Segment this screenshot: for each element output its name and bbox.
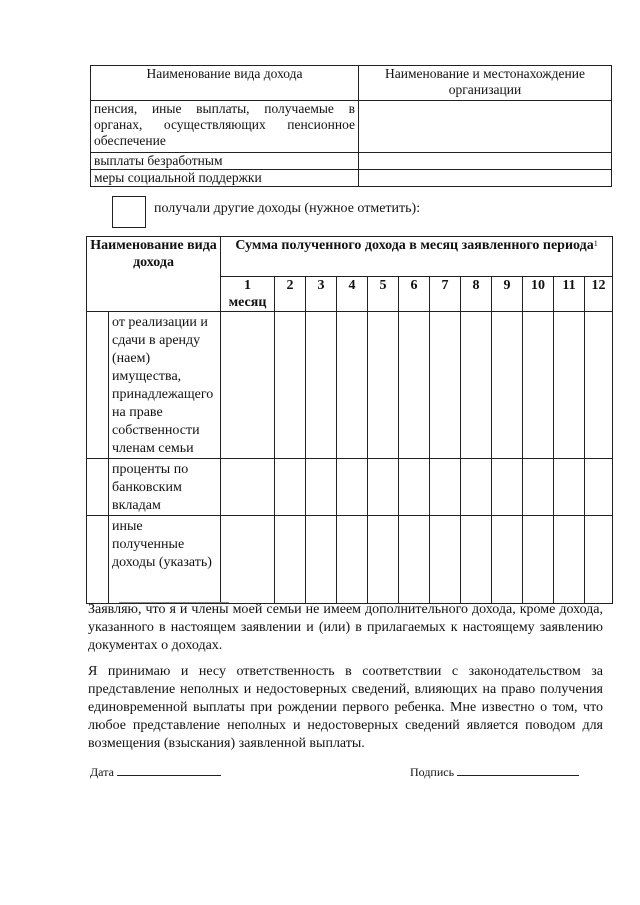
declaration-responsibility: Я принимаю и несу ответственность в соответствии с законодательством за представление неполных и недостоверных сведений, влияющих на право получения единовременной выплаты при рождении первого ребенка. Мне известно о том, что любое представление неполных и недостоверных сведений является поводом для возмещения (взыскания) заявленной выплаты.	[88, 664, 603, 751]
amount-cell[interactable]	[221, 516, 275, 604]
monthly-income-table	[86, 236, 613, 604]
row-mark-cell[interactable]	[87, 459, 109, 516]
table-row	[87, 312, 613, 459]
row-label-social-support: меры социальной поддержки	[91, 170, 359, 187]
amount-cell[interactable]	[585, 459, 613, 516]
month-header-6: 6	[399, 277, 430, 312]
column-header-organization: Наименование и местонахождение организации	[359, 66, 612, 101]
amount-cell[interactable]	[368, 516, 399, 604]
amount-cell[interactable]	[461, 516, 492, 604]
table-row	[87, 459, 613, 516]
amount-cell[interactable]	[275, 516, 306, 604]
org-cell-pension[interactable]	[359, 101, 612, 153]
amount-cell[interactable]	[368, 312, 399, 459]
signature-label: Подпись	[410, 765, 455, 779]
footnote-marker: 1	[593, 239, 598, 248]
date-label: Дата	[90, 765, 114, 779]
month-header-12: 12	[585, 277, 613, 312]
month-1-number: 1	[244, 278, 252, 293]
amount-cell[interactable]	[306, 516, 337, 604]
table-row	[87, 516, 613, 604]
amount-cell[interactable]	[275, 312, 306, 459]
income-sources-table	[90, 65, 612, 187]
amount-cell[interactable]	[399, 459, 430, 516]
row-label-other-income	[109, 516, 221, 604]
amount-cell[interactable]	[221, 459, 275, 516]
month-header-9: 9	[492, 277, 523, 312]
month-header-3: 3	[306, 277, 337, 312]
amount-cell[interactable]	[523, 516, 554, 604]
signature-field	[410, 765, 579, 780]
amount-cell[interactable]	[399, 516, 430, 604]
column-header-income-type: Наименование вида дохода	[87, 237, 221, 312]
row-label-pension: пенсия, иные выплаты, получаемые в органах, осуществляющих пенсионное обеспечение	[91, 101, 359, 153]
amount-cell[interactable]	[554, 312, 585, 459]
amount-cell[interactable]	[399, 312, 430, 459]
amount-cell[interactable]	[585, 312, 613, 459]
amount-cell[interactable]	[275, 459, 306, 516]
row-label-unemployment: выплаты безработным	[91, 153, 359, 170]
amount-cell[interactable]	[337, 312, 368, 459]
column-header-monthly-sum	[221, 237, 613, 277]
amount-cell[interactable]	[523, 459, 554, 516]
amount-cell[interactable]	[523, 312, 554, 459]
amount-cell[interactable]	[430, 312, 461, 459]
other-income-checkbox[interactable]	[112, 196, 146, 228]
org-cell-unemployment[interactable]	[359, 153, 612, 170]
amount-cell[interactable]	[492, 312, 523, 459]
month-header-8: 8	[461, 277, 492, 312]
row-mark-cell[interactable]	[87, 516, 109, 604]
month-header-7: 7	[430, 277, 461, 312]
amount-cell[interactable]	[221, 312, 275, 459]
month-1-word: месяц	[228, 295, 267, 310]
row-label-property-rent: от реализации и сдачи в аренду (наем) имущества, принадлежащего на праве собственности членам семьи	[109, 312, 221, 459]
month-header-11: 11	[554, 277, 585, 312]
amount-cell[interactable]	[461, 459, 492, 516]
other-income-label-text: иные полученные доходы (указать)	[112, 519, 212, 570]
declaration-no-additional-income: Заявляю, что я и члены моей семьи не имеем дополнительного дохода, кроме дохода, указанного в настоящем заявлении и (или) в прилагаемых к настоящему заявлению документах о доходах.	[88, 602, 603, 653]
amount-cell[interactable]	[430, 459, 461, 516]
row-mark-cell[interactable]	[87, 312, 109, 459]
amount-cell[interactable]	[430, 516, 461, 604]
date-field	[90, 765, 221, 780]
amount-cell[interactable]	[337, 516, 368, 604]
month-header-10: 10	[523, 277, 554, 312]
amount-cell[interactable]	[492, 459, 523, 516]
month-header-5: 5	[368, 277, 399, 312]
amount-cell[interactable]	[306, 312, 337, 459]
month-header-4: 4	[337, 277, 368, 312]
monthly-sum-title: Сумма полученного дохода в месяц заявленного периода	[235, 238, 594, 253]
amount-cell[interactable]	[492, 516, 523, 604]
signature-input-line[interactable]	[457, 765, 579, 776]
amount-cell[interactable]	[306, 459, 337, 516]
amount-cell[interactable]	[554, 459, 585, 516]
month-header-2: 2	[275, 277, 306, 312]
amount-cell[interactable]	[368, 459, 399, 516]
amount-cell[interactable]	[554, 516, 585, 604]
column-header-income-type: Наименование вида дохода	[91, 66, 359, 101]
amount-cell[interactable]	[461, 312, 492, 459]
month-header-1	[221, 277, 275, 312]
row-label-bank-interest: проценты по банковским вкладам	[109, 459, 221, 516]
amount-cell[interactable]	[337, 459, 368, 516]
other-income-checkbox-label: получали другие доходы (нужное отметить):	[154, 201, 421, 216]
date-input-line[interactable]	[117, 765, 221, 776]
amount-cell[interactable]	[585, 516, 613, 604]
org-cell-social-support[interactable]	[359, 170, 612, 187]
